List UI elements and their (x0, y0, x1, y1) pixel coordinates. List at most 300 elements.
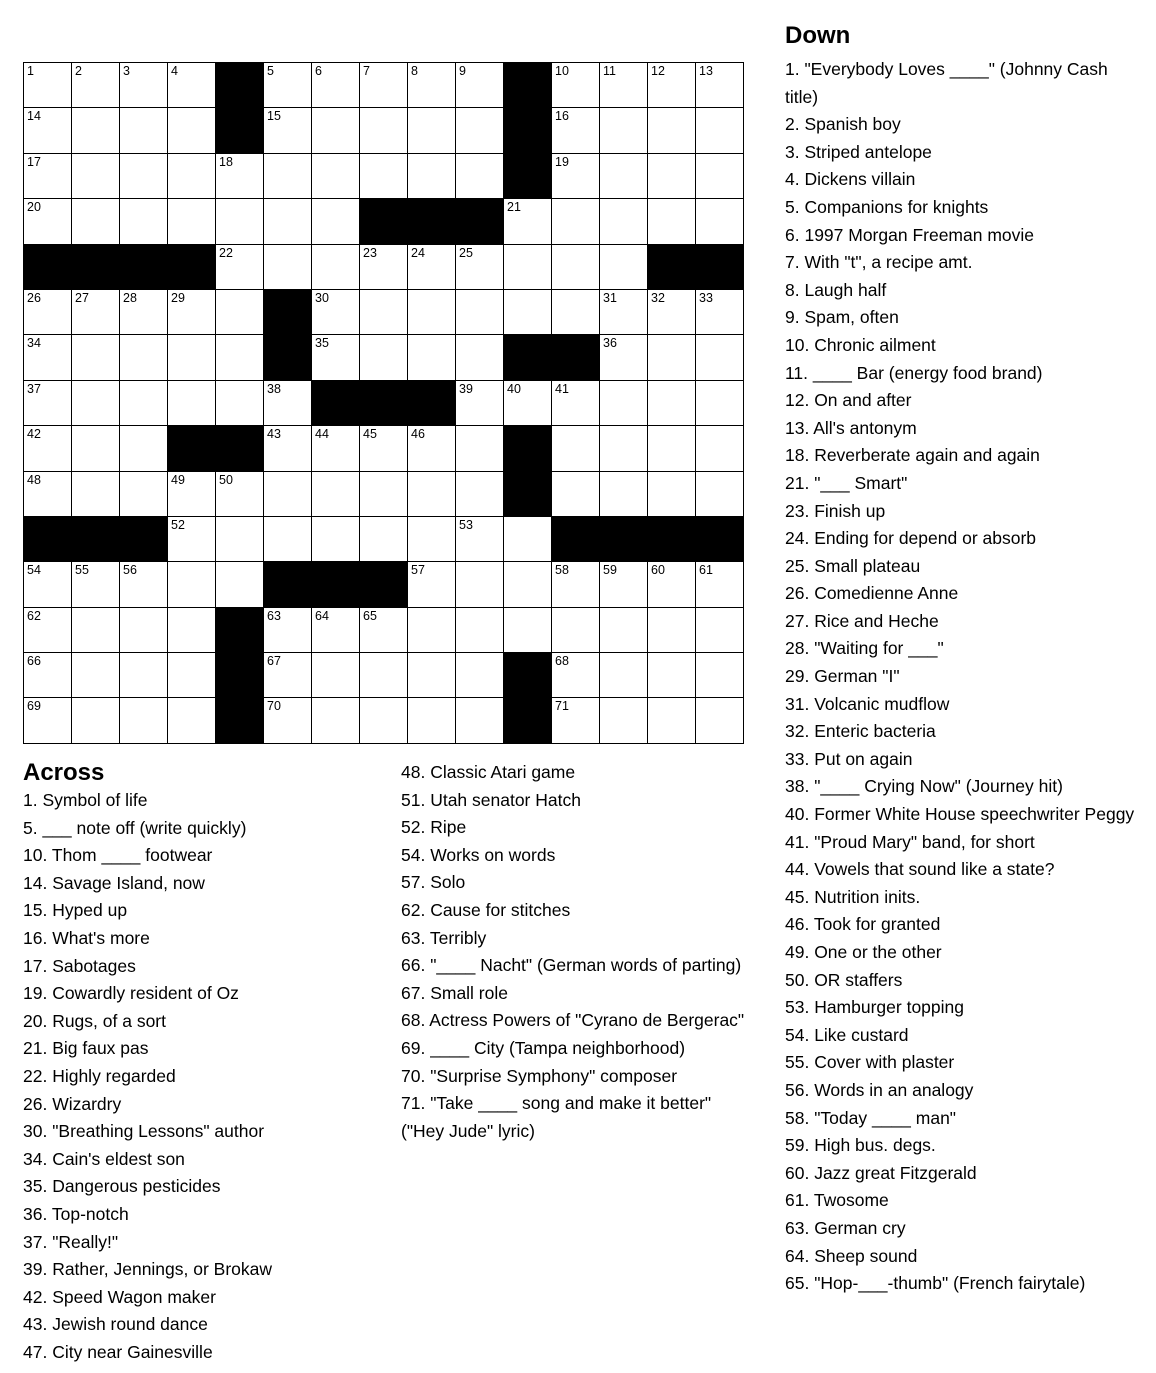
grid-cell[interactable] (72, 290, 120, 335)
grid-cell[interactable] (24, 653, 72, 698)
grid-cell[interactable] (264, 653, 312, 698)
grid-cell[interactable] (504, 245, 552, 290)
grid-cell[interactable] (120, 472, 168, 517)
clue-item: 3. Striped antelope (785, 141, 932, 162)
clue-item: 6. 1997 Morgan Freeman movie (785, 224, 1035, 245)
grid-cell[interactable] (408, 335, 456, 380)
black-square (216, 608, 264, 653)
clue-number: 40 (507, 381, 521, 396)
grid-cell[interactable] (216, 245, 264, 290)
grid-cell[interactable] (552, 199, 600, 244)
grid-cell[interactable] (696, 698, 744, 743)
grid-cell[interactable] (168, 290, 216, 335)
clue-item: 33. Put on again (785, 748, 913, 769)
grid-cell[interactable] (456, 245, 504, 290)
clue-number: 59 (603, 563, 617, 578)
grid-cell[interactable] (600, 199, 648, 244)
clue-item: 43. Jewish round dance (23, 1314, 208, 1335)
grid-cell[interactable] (648, 472, 696, 517)
grid-cell[interactable] (24, 199, 72, 244)
clue-number: 58 (555, 563, 569, 578)
grid-cell[interactable] (168, 199, 216, 244)
grid-cell[interactable] (72, 381, 120, 426)
grid-cell[interactable] (648, 335, 696, 380)
grid-cell[interactable] (696, 290, 744, 335)
grid-cell[interactable] (120, 608, 168, 653)
clue-item: 49. One or the other (785, 942, 942, 962)
grid-cell[interactable] (264, 199, 312, 244)
grid-cell[interactable] (360, 108, 408, 153)
grid-cell[interactable] (456, 608, 504, 653)
clue-number: 11 (603, 64, 616, 78)
grid-cell[interactable] (600, 381, 648, 426)
grid-cell[interactable] (24, 335, 72, 380)
grid-cell[interactable] (504, 381, 552, 426)
black-square (72, 245, 120, 290)
clue-item: 31. Volcanic mudflow (785, 693, 950, 714)
grid-cell[interactable] (600, 608, 648, 653)
clue-number: 19 (555, 154, 569, 169)
grid-cell[interactable] (72, 608, 120, 653)
grid-cell[interactable] (216, 562, 264, 607)
clue-item: 5. Companions for knights (785, 196, 989, 217)
grid-cell[interactable] (72, 562, 120, 607)
grid-cell[interactable] (408, 426, 456, 471)
grid-cell[interactable] (120, 426, 168, 471)
clue-item: 1. Symbol of life (23, 790, 148, 810)
clue-number: 56 (123, 563, 137, 578)
clue-item: 10. Thom ____ footwear (23, 845, 213, 866)
black-square (696, 245, 744, 290)
black-square (312, 562, 360, 607)
clue-number: 29 (171, 290, 185, 305)
black-square (360, 199, 408, 244)
clue-item: 42. Speed Wagon maker (23, 1286, 216, 1307)
grid-cell[interactable] (168, 698, 216, 743)
grid-cell[interactable] (696, 154, 744, 199)
grid-cell[interactable] (360, 608, 408, 653)
clue-item: 4. Dickens villain (785, 169, 916, 190)
grid-cell[interactable] (456, 381, 504, 426)
black-square (168, 245, 216, 290)
grid-cell[interactable] (24, 698, 72, 743)
black-square (264, 335, 312, 380)
grid-cell[interactable] (168, 335, 216, 380)
grid-cell[interactable] (600, 426, 648, 471)
grid-cell[interactable] (312, 199, 360, 244)
grid-cell[interactable] (168, 108, 216, 153)
clue-number: 20 (27, 200, 41, 215)
grid-cell[interactable] (504, 290, 552, 335)
grid-cell[interactable] (600, 562, 648, 607)
black-square (504, 653, 552, 698)
grid-cell[interactable] (72, 199, 120, 244)
grid-cell[interactable] (312, 290, 360, 335)
grid-cell[interactable] (312, 426, 360, 471)
grid-cell[interactable] (408, 517, 456, 562)
grid-cell[interactable] (120, 653, 168, 698)
grid-cell[interactable] (408, 653, 456, 698)
grid-cell[interactable] (696, 381, 744, 426)
clue-item: 54. Works on words (401, 844, 556, 865)
clue-item: 29. German "I" (785, 666, 900, 687)
grid-cell[interactable] (312, 108, 360, 153)
grid-cell[interactable] (72, 154, 120, 199)
grid-cell[interactable] (264, 63, 312, 108)
grid-cell[interactable] (264, 154, 312, 199)
grid-cell[interactable] (456, 562, 504, 607)
grid-cell[interactable] (360, 245, 408, 290)
grid-cell[interactable] (600, 63, 648, 108)
black-square (120, 517, 168, 562)
grid-cell[interactable] (600, 335, 648, 380)
grid-cell[interactable] (72, 63, 120, 108)
grid-cell[interactable] (312, 517, 360, 562)
grid-cell[interactable] (264, 426, 312, 471)
grid-cell[interactable] (360, 517, 408, 562)
grid-cell[interactable] (24, 108, 72, 153)
grid-cell[interactable] (600, 290, 648, 335)
grid-cell[interactable] (648, 608, 696, 653)
clue-item: 20. Rugs, of a sort (23, 1010, 166, 1031)
grid-cell[interactable] (456, 63, 504, 108)
grid-cell[interactable] (264, 608, 312, 653)
grid-cell[interactable] (24, 154, 72, 199)
grid-cell[interactable] (504, 608, 552, 653)
black-square (264, 290, 312, 335)
grid-cell[interactable] (360, 698, 408, 743)
grid-cell[interactable] (312, 245, 360, 290)
grid-cell[interactable] (264, 381, 312, 426)
grid-cell[interactable] (24, 562, 72, 607)
black-square (504, 426, 552, 471)
grid-cell[interactable] (696, 608, 744, 653)
grid-cell[interactable] (360, 154, 408, 199)
black-square (360, 562, 408, 607)
clue-item: 22. Highly regarded (23, 1065, 176, 1086)
grid-cell[interactable] (168, 608, 216, 653)
clue-item: 2. Spanish boy (785, 114, 901, 135)
clue-item: 41. "Proud Mary" band, for short (785, 831, 1035, 852)
grid-cell[interactable] (216, 472, 264, 517)
grid-cell[interactable] (552, 381, 600, 426)
clue-number: 57 (411, 563, 425, 578)
clue-item: 44. Vowels that sound like a state? (785, 859, 1055, 880)
grid-cell[interactable] (648, 108, 696, 153)
clue-item: 17. Sabotages (23, 955, 136, 976)
grid-cell[interactable] (552, 63, 600, 108)
grid-cell[interactable] (648, 426, 696, 471)
clue-number: 33 (699, 290, 713, 305)
grid-cell[interactable] (120, 108, 168, 153)
clue-number: 64 (315, 608, 329, 623)
clue-item: 61. Twosome (785, 1190, 889, 1211)
grid-cell[interactable] (408, 698, 456, 743)
grid-cell[interactable] (408, 562, 456, 607)
black-square (72, 517, 120, 562)
grid-cell[interactable] (168, 63, 216, 108)
grid-cell[interactable] (600, 245, 648, 290)
grid-cell[interactable] (24, 426, 72, 471)
grid-cell[interactable] (120, 290, 168, 335)
grid-cell[interactable] (312, 653, 360, 698)
grid-cell[interactable] (696, 63, 744, 108)
black-square (216, 63, 264, 108)
clue-item: 39. Rather, Jennings, or Brokaw (23, 1259, 273, 1280)
grid-cell[interactable] (360, 653, 408, 698)
grid-cell[interactable] (552, 108, 600, 153)
grid-cell[interactable] (696, 472, 744, 517)
grid-cell[interactable] (456, 426, 504, 471)
clue-item: 12. On and after (785, 390, 912, 411)
grid-cell[interactable] (72, 472, 120, 517)
grid-cell[interactable] (600, 653, 648, 698)
clue-number: 13 (699, 64, 713, 78)
grid-cell[interactable] (360, 472, 408, 517)
grid-cell[interactable] (408, 472, 456, 517)
clue-number: 1 (27, 64, 34, 78)
grid-cell[interactable] (696, 108, 744, 153)
grid-cell[interactable] (264, 472, 312, 517)
clue-number: 36 (603, 336, 617, 351)
grid-cell[interactable] (552, 562, 600, 607)
grid-cell[interactable] (168, 154, 216, 199)
grid-cell[interactable] (168, 472, 216, 517)
clue-item: 52. Ripe (401, 817, 467, 838)
grid-cell[interactable] (552, 426, 600, 471)
grid-cell[interactable] (216, 381, 264, 426)
black-square (264, 562, 312, 607)
black-square (552, 517, 600, 562)
grid-cell[interactable] (24, 381, 72, 426)
grid-cell[interactable] (648, 199, 696, 244)
clue-item: 53. Hamburger topping (785, 997, 964, 1018)
clue-number: 12 (651, 64, 665, 78)
clue-number: 41 (555, 381, 569, 396)
grid-cell[interactable] (408, 108, 456, 153)
grid-cell[interactable] (120, 562, 168, 607)
grid-cell[interactable] (456, 154, 504, 199)
clue-item: 7. With "t", a recipe amt. (785, 252, 973, 273)
grid-cell[interactable] (456, 108, 504, 153)
clue-item: 50. OR staffers (785, 969, 903, 990)
clue-item: 36. Top-notch (23, 1203, 129, 1224)
clue-number: 37 (27, 381, 41, 396)
grid-cell[interactable] (360, 335, 408, 380)
black-square (504, 335, 552, 380)
grid-cell[interactable] (696, 199, 744, 244)
black-square (600, 517, 648, 562)
grid-cell[interactable] (360, 63, 408, 108)
clue-number: 26 (27, 290, 41, 305)
grid-cell[interactable] (168, 562, 216, 607)
grid-cell[interactable] (72, 335, 120, 380)
black-square (504, 154, 552, 199)
clue-item: 54. Like custard (785, 1024, 909, 1045)
grid-cell[interactable] (456, 472, 504, 517)
grid-cell[interactable] (120, 154, 168, 199)
grid-cell[interactable] (600, 698, 648, 743)
clue-item: 64. Sheep sound (785, 1245, 918, 1266)
clue-number: 65 (363, 608, 377, 623)
grid-cell[interactable] (216, 154, 264, 199)
grid-cell[interactable] (408, 608, 456, 653)
grid-cell[interactable] (264, 108, 312, 153)
grid-cell[interactable] (408, 63, 456, 108)
clue-number: 68 (555, 654, 569, 669)
grid-cell[interactable] (648, 653, 696, 698)
grid-cell[interactable] (456, 290, 504, 335)
clue-number: 52 (171, 517, 185, 532)
grid-cell[interactable] (216, 335, 264, 380)
black-square (120, 245, 168, 290)
grid-cell[interactable] (120, 63, 168, 108)
clue-item: 24. Ending for depend or absorb (785, 528, 1037, 549)
grid-cell[interactable] (600, 154, 648, 199)
grid-cell[interactable] (648, 290, 696, 335)
grid-cell[interactable] (312, 472, 360, 517)
down-heading: Down (785, 22, 851, 49)
grid-cell[interactable] (552, 245, 600, 290)
grid-cell[interactable] (408, 245, 456, 290)
clue-number: 35 (315, 336, 329, 351)
clue-item: 58. "Today ____ man" (785, 1107, 957, 1128)
clue-item: 63. German cry (785, 1217, 906, 1238)
grid-cell[interactable] (456, 517, 504, 562)
grid-cell[interactable] (120, 199, 168, 244)
grid-cell[interactable] (552, 472, 600, 517)
clue-item: 62. Cause for stitches (401, 899, 571, 920)
black-square (504, 698, 552, 743)
grid-cell[interactable] (360, 426, 408, 471)
clue-item: 59. High bus. degs. (785, 1135, 936, 1156)
grid-cell[interactable] (456, 698, 504, 743)
grid-cell[interactable] (648, 154, 696, 199)
grid-cell[interactable] (168, 381, 216, 426)
clue-item: 5. ___ note off (write quickly) (23, 817, 247, 838)
grid-cell[interactable] (168, 517, 216, 562)
crossword-grid (23, 62, 744, 744)
clue-number: 67 (267, 654, 281, 669)
grid-cell[interactable] (312, 698, 360, 743)
grid-cell[interactable] (216, 290, 264, 335)
grid-cell[interactable] (552, 290, 600, 335)
clue-item: 10. Chronic ailment (785, 334, 936, 355)
grid-cell[interactable] (552, 653, 600, 698)
grid-cell[interactable] (24, 290, 72, 335)
grid-cell[interactable] (552, 608, 600, 653)
black-square (360, 381, 408, 426)
grid-cell[interactable] (600, 472, 648, 517)
clue-number: 43 (267, 427, 281, 442)
clue-number: 62 (27, 608, 41, 623)
clue-number: 70 (267, 699, 281, 714)
grid-cell[interactable] (312, 154, 360, 199)
clue-number: 38 (267, 381, 281, 396)
grid-cell[interactable] (408, 290, 456, 335)
grid-cell[interactable] (696, 562, 744, 607)
clue-item: 67. Small role (401, 982, 508, 1003)
grid-cell[interactable] (72, 426, 120, 471)
grid-cell[interactable] (24, 63, 72, 108)
grid-cell[interactable] (312, 608, 360, 653)
clue-item: 13. All's antonym (785, 417, 917, 438)
clue-number: 7 (363, 64, 370, 78)
clue-item: 23. Finish up (785, 500, 886, 521)
black-square (168, 426, 216, 471)
clue-number: 24 (411, 245, 425, 260)
grid-cell[interactable] (264, 517, 312, 562)
clue-number: 28 (123, 290, 137, 305)
grid-cell[interactable] (648, 381, 696, 426)
grid-cell[interactable] (504, 517, 552, 562)
clue-number: 69 (27, 699, 41, 714)
clue-number: 46 (411, 427, 425, 442)
grid-cell[interactable] (456, 653, 504, 698)
clue-number: 61 (699, 563, 713, 578)
grid-cell[interactable] (552, 154, 600, 199)
clue-number: 55 (75, 563, 89, 578)
clue-number: 6 (315, 64, 322, 78)
grid-cell[interactable] (312, 335, 360, 380)
grid-cell[interactable] (312, 63, 360, 108)
clue-number: 4 (171, 64, 178, 78)
clue-number: 48 (27, 472, 41, 487)
grid-cell[interactable] (696, 426, 744, 471)
grid-cell[interactable] (216, 517, 264, 562)
grid-cell[interactable] (696, 335, 744, 380)
grid-cell[interactable] (504, 562, 552, 607)
grid-cell[interactable] (72, 653, 120, 698)
grid-cell[interactable] (360, 290, 408, 335)
grid-cell[interactable] (168, 653, 216, 698)
grid-cell[interactable] (120, 381, 168, 426)
clue-item: 57. Solo (401, 872, 466, 893)
clue-number: 10 (555, 64, 569, 78)
grid-cell[interactable] (120, 335, 168, 380)
grid-cell[interactable] (216, 199, 264, 244)
clue-number: 2 (75, 64, 82, 78)
clue-number: 16 (555, 109, 569, 124)
clue-item: 26. Comedienne Anne (785, 583, 959, 604)
black-square (456, 199, 504, 244)
clue-number: 42 (27, 427, 41, 442)
grid-cell[interactable] (504, 199, 552, 244)
clue-item: 32. Enteric bacteria (785, 721, 936, 742)
grid-cell[interactable] (648, 63, 696, 108)
grid-cell[interactable] (696, 653, 744, 698)
grid-cell[interactable] (72, 108, 120, 153)
grid-cell[interactable] (648, 698, 696, 743)
grid-cell[interactable] (120, 698, 168, 743)
clue-item: 45. Nutrition inits. (785, 886, 921, 907)
grid-cell[interactable] (24, 608, 72, 653)
grid-cell[interactable] (24, 472, 72, 517)
grid-cell[interactable] (264, 245, 312, 290)
grid-cell[interactable] (264, 698, 312, 743)
grid-cell[interactable] (456, 335, 504, 380)
grid-cell[interactable] (600, 108, 648, 153)
grid-cell[interactable] (648, 562, 696, 607)
clue-number: 32 (651, 290, 665, 305)
black-square (312, 381, 360, 426)
clue-item: 37. "Really!" (23, 1231, 119, 1252)
grid-cell[interactable] (552, 698, 600, 743)
grid-cell[interactable] (72, 698, 120, 743)
black-square (504, 472, 552, 517)
grid-cell[interactable] (408, 154, 456, 199)
black-square (216, 653, 264, 698)
